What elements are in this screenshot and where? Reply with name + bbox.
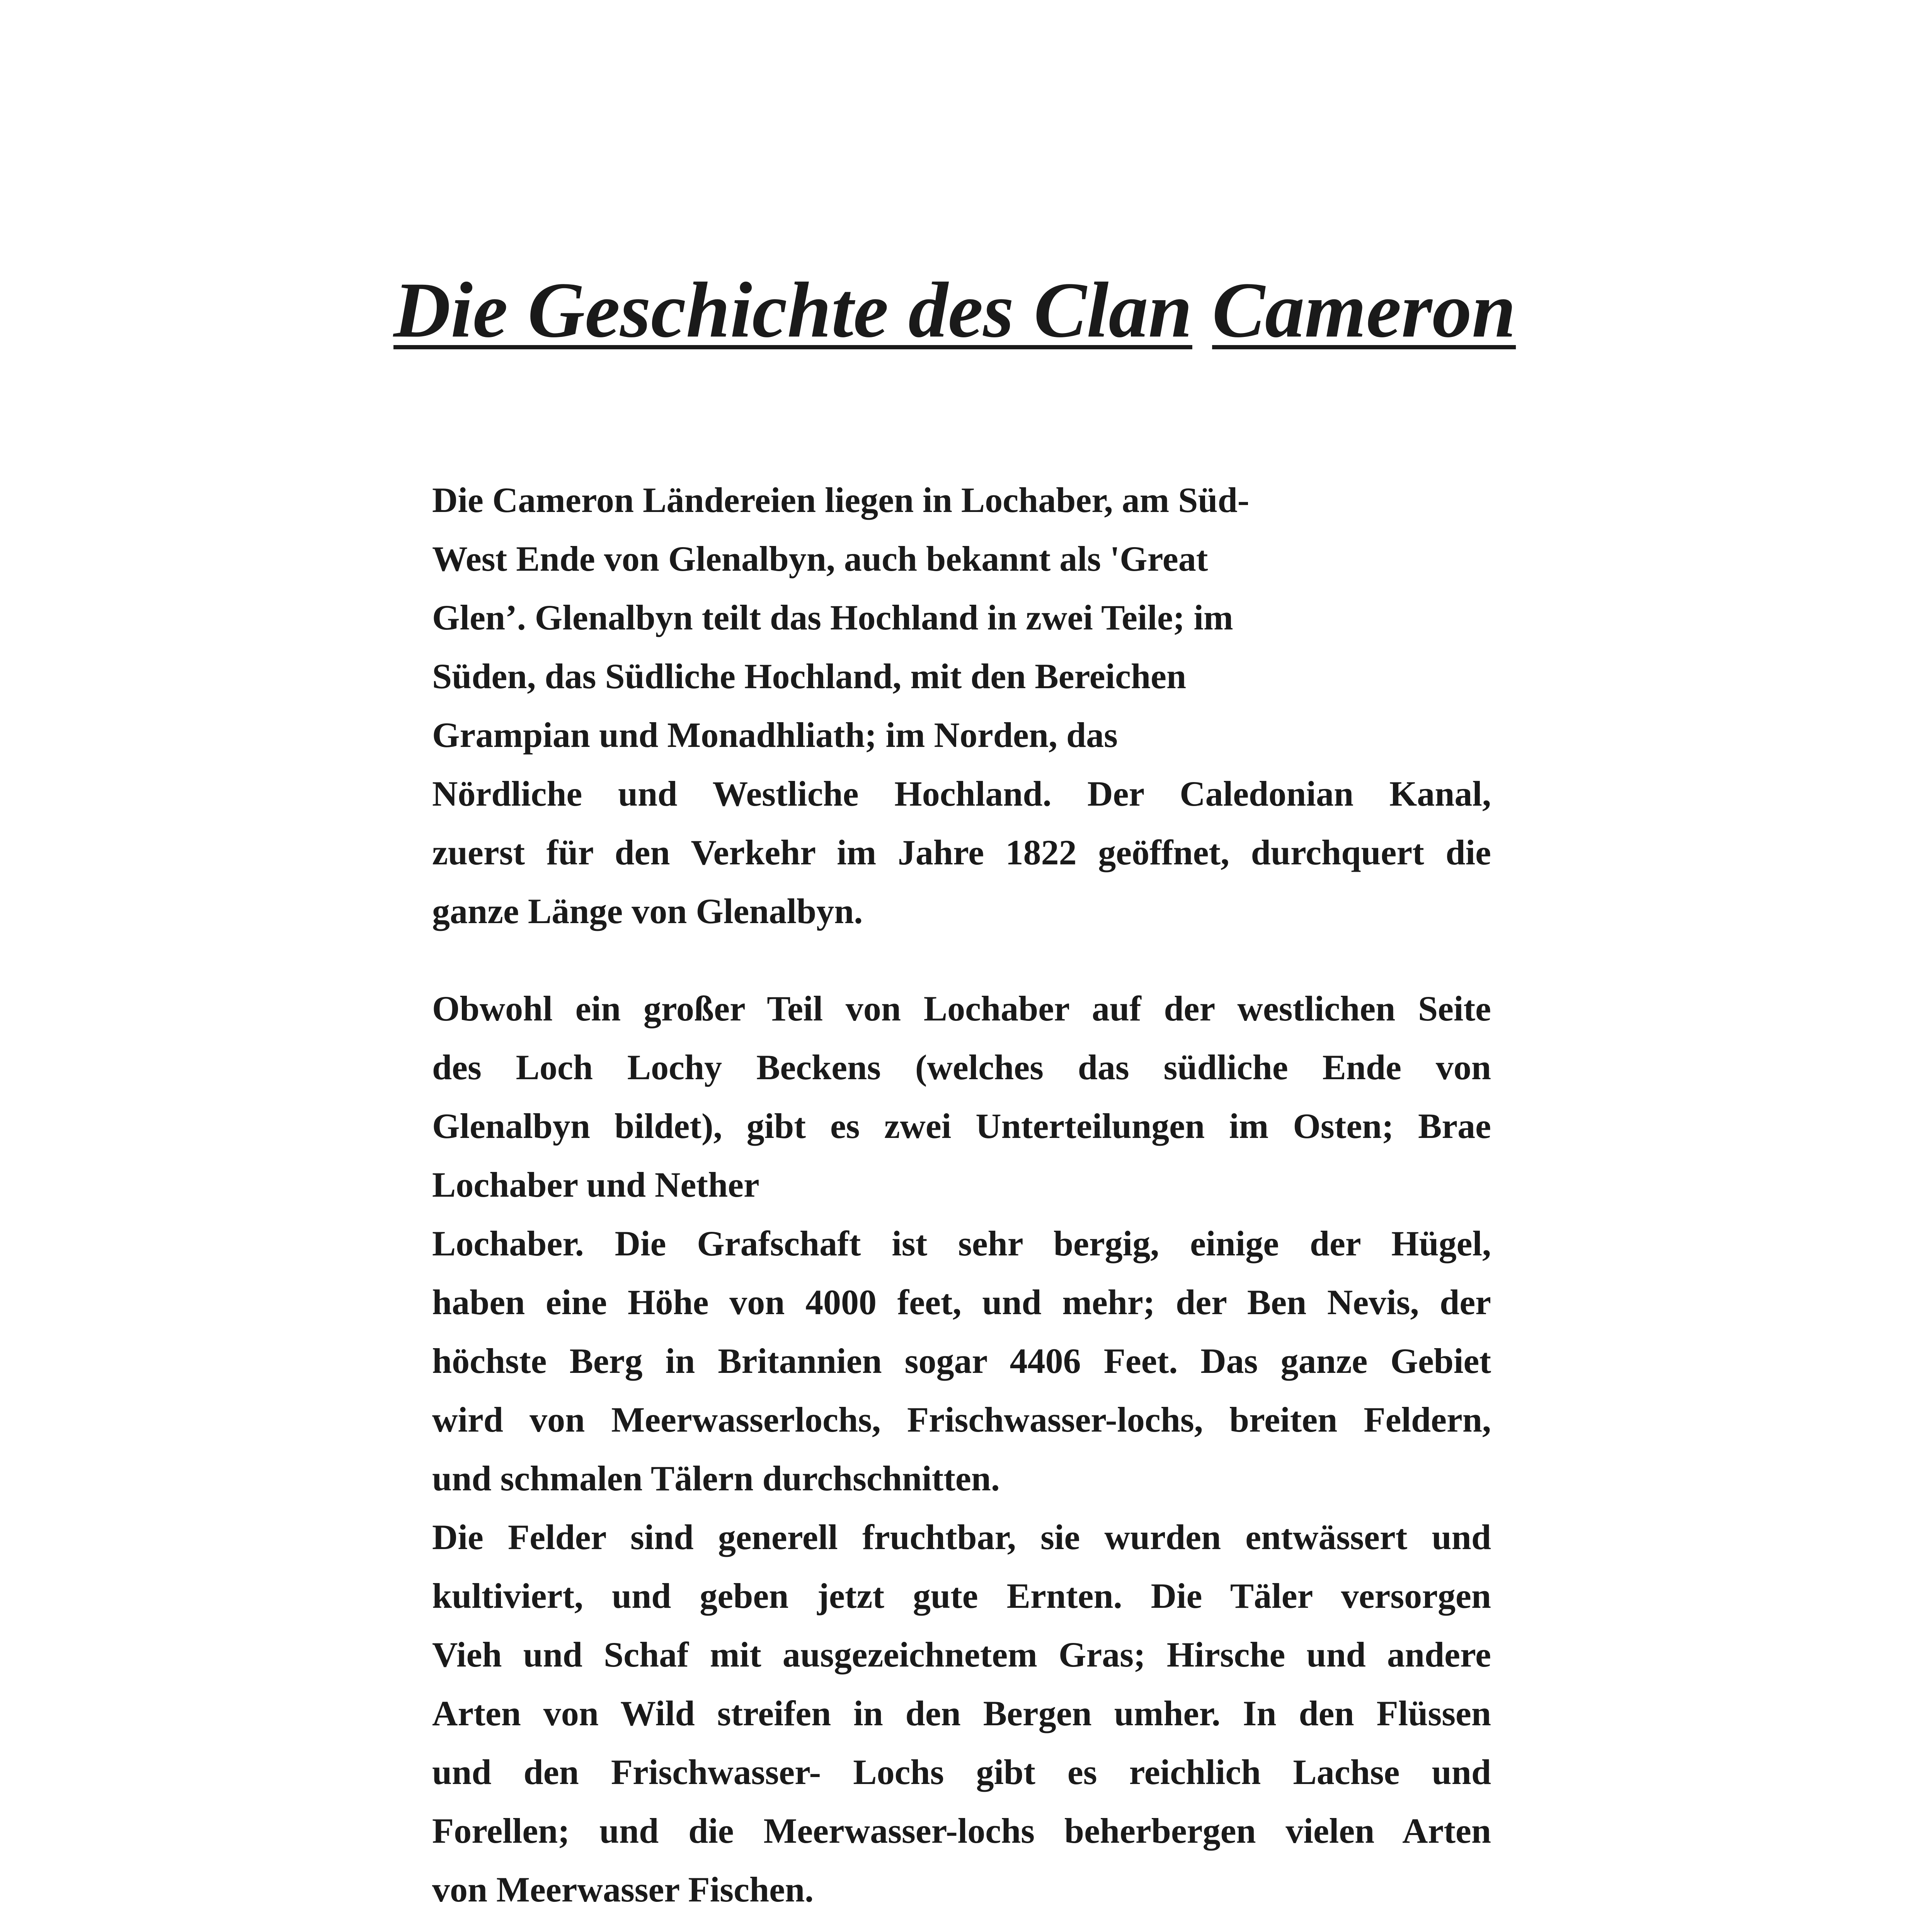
text-line: Süden, das Südliche Hochland, mit den Bereichen [432,656,1187,696]
text-line: haben eine Höhe von 4000 feet, und mehr; der Ben Nevis, der [432,1282,1491,1322]
text-line: Grampian und Monadhliath; im Norden, das [432,715,1118,755]
text-line: Glenalbyn bildet), gibt es zwei Unterteilungen im Osten; Brae [432,1106,1491,1146]
text-line: von Meerwasser Fischen. [432,1870,814,1909]
text-line: höchste Berg in Britannien sogar 4406 Feet. Das ganze Gebiet [432,1341,1491,1381]
text-line: Lochaber und Nether [432,1165,759,1204]
text-line: und den Frischwasser- Lochs gibt es reichlich Lachse und [432,1752,1491,1792]
text-line: Lochaber. Die Grafschaft ist sehr bergig, einige der Hügel, [432,1224,1491,1263]
text-line: Nördliche und Westliche Hochland. Der Caledonian Kanal, [432,774,1491,813]
paragraph-2 [432,979,1491,1919]
text-line: und schmalen Tälern durchschnitten. [432,1459,1000,1498]
page-title [393,267,1516,354]
text-line: zuerst für den Verkehr im Jahre 1822 geöffnet, durchquert die [432,833,1491,872]
text-line: Forellen; und die Meerwasser-lochs beherbergen vielen Arten [432,1811,1491,1850]
text-line: kultiviert, und geben jetzt gute Ernten. Die Täler versorgen [432,1576,1491,1616]
text-line: Arten von Wild streifen in den Bergen umher. In den Flüssen [432,1694,1491,1733]
text-line: des Loch Lochy Beckens (welches das südliche Ende von [432,1048,1491,1087]
paragraph-1 [432,471,1491,940]
text-line: wird von Meerwasserlochs, Frischwasser-lochs, breiten Feldern, [432,1400,1491,1439]
text-line: Die Felder sind generell fruchtbar, sie wurden entwässert und [432,1517,1491,1557]
title-part-clan-name: Cameron [1212,266,1516,354]
text-line: Vieh und Schaf mit ausgezeichnetem Gras; Hirsche und andere [432,1635,1491,1674]
text-line: Obwohl ein großer Teil von Lochaber auf der westlichen Seite [432,989,1491,1028]
text-line: West Ende von Glenalbyn, auch bekannt als 'Great [432,539,1208,578]
text-line: ganze Länge von Glenalbyn. [432,891,863,931]
text-line: Die Cameron Ländereien liegen in Lochaber, am Süd- [432,480,1250,520]
title-part-main: Die Geschichte des Clan [393,266,1192,354]
text-line: Glen’. Glenalbyn teilt das Hochland in zwei Teile; im [432,598,1233,637]
